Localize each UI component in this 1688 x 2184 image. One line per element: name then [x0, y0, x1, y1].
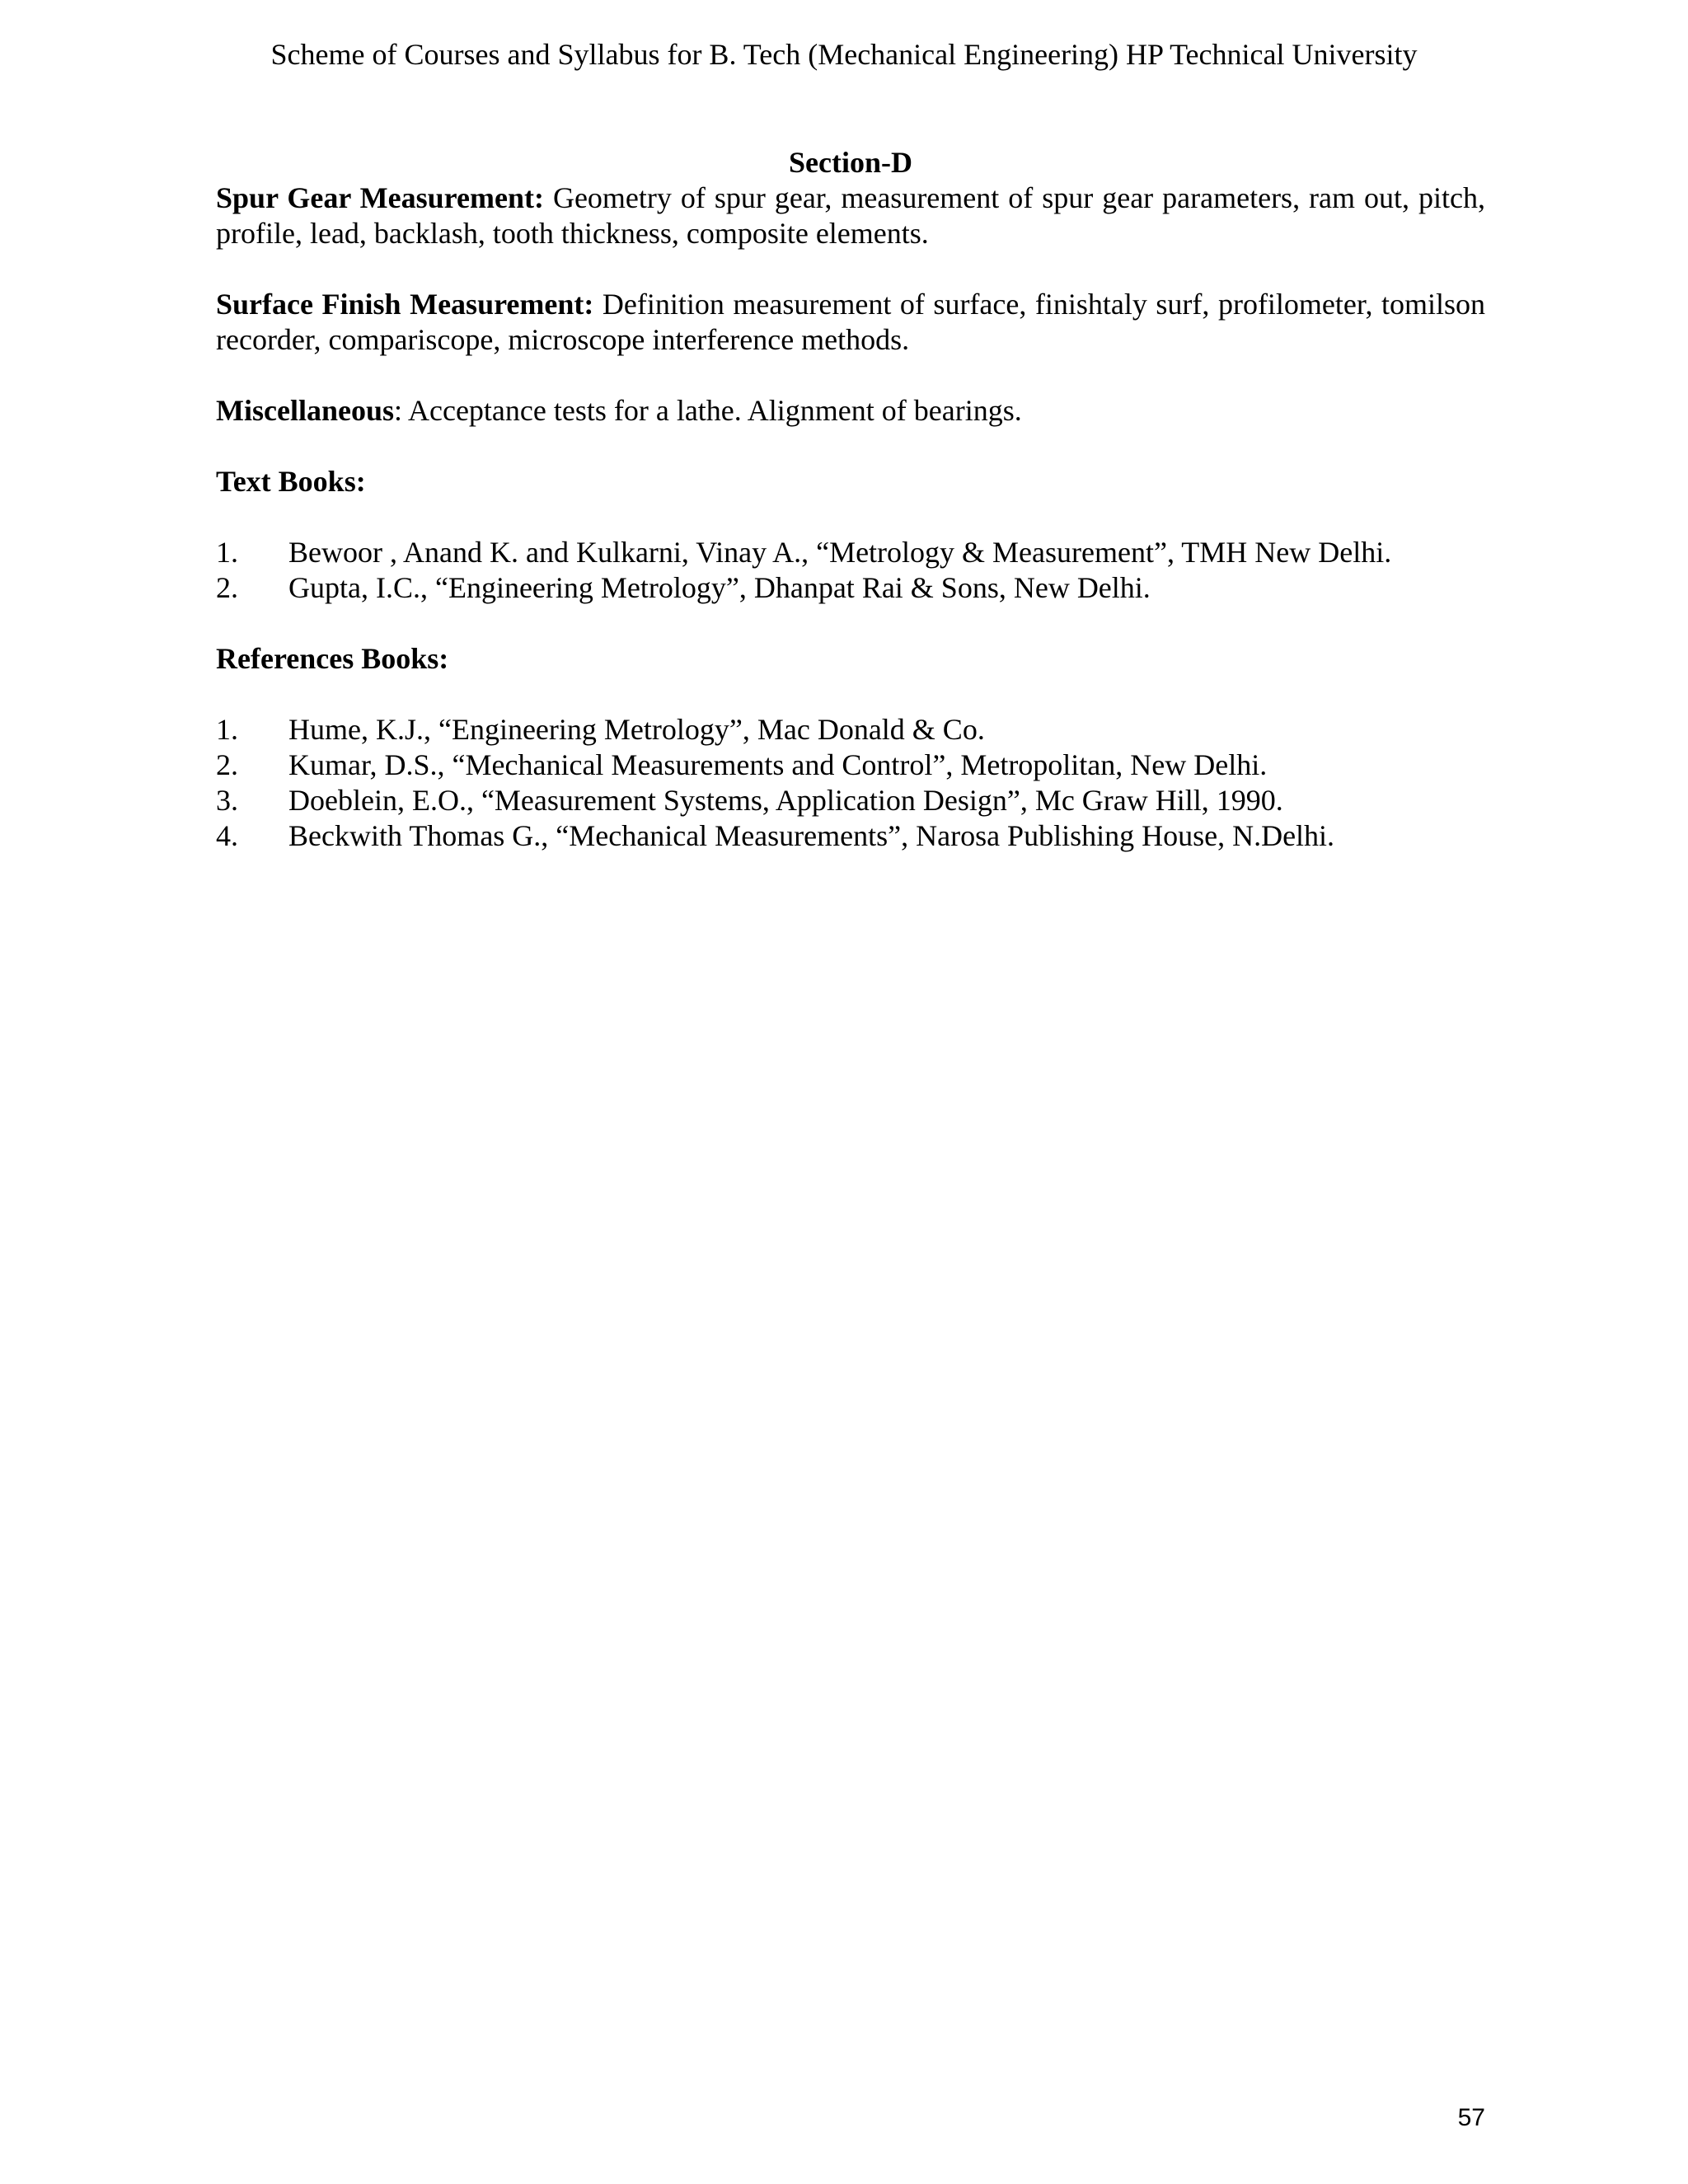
list-item-text: Bewoor , Anand K. and Kulkarni, Vinay A., “Metrology & Measurement”, TMH New Delhi. — [288, 536, 1392, 569]
list-item-text: Gupta, I.C., “Engineering Metrology”, Dhanpat Rai & Sons, New Delhi. — [288, 571, 1151, 604]
list-item-number: 1. — [216, 536, 238, 569]
list-item-text: Kumar, D.S., “Mechanical Measurements and Control”, Metropolitan, New Delhi. — [288, 748, 1268, 781]
miscellaneous-paragraph — [216, 393, 1485, 429]
section-title: Section-D — [789, 146, 912, 179]
page-number: 57 — [1457, 2104, 1485, 2131]
list-item-text: Hume, K.J., “Engineering Metrology”, Mac Donald & Co. — [288, 713, 985, 746]
miscellaneous-label: Miscellaneous — [216, 394, 394, 427]
spur-gear-paragraph — [216, 180, 1485, 251]
text-books-heading: Text Books: — [216, 465, 366, 498]
reference-books-list — [216, 712, 1485, 854]
list-item — [216, 570, 1485, 606]
reference-books-heading: References Books: — [216, 642, 449, 675]
miscellaneous-text: : Acceptance tests for a lathe. Alignment of bearings. — [393, 394, 1022, 427]
list-item-number: 3. — [216, 784, 238, 817]
list-item-number: 4. — [216, 819, 238, 852]
surface-finish-label: Surface Finish Measurement: — [216, 288, 594, 321]
list-item — [216, 818, 1485, 854]
list-item-number: 2. — [216, 748, 238, 781]
spur-gear-text: Geometry of spur gear, measurement of spur gear parameters, ram out, pitch, profile, lead, backlash, tooth thickness, composite elements. — [216, 181, 1485, 250]
list-item-number: 1. — [216, 713, 238, 746]
spur-gear-label: Spur Gear Measurement: — [216, 181, 544, 214]
list-item-number: 2. — [216, 571, 238, 604]
list-item — [216, 783, 1485, 818]
surface-finish-paragraph — [216, 287, 1485, 358]
list-item — [216, 535, 1485, 570]
list-item — [216, 712, 1485, 748]
running-header: Scheme of Courses and Syllabus for B. Tech (Mechanical Engineering) HP Technical University — [270, 38, 1418, 71]
page-content — [216, 145, 1485, 889]
surface-finish-text: Definition measurement of surface, finishtaly surf, profilometer, tomilson recorder, compariscope, microscope interference methods. — [216, 288, 1486, 356]
list-item-text: Beckwith Thomas G., “Mechanical Measurements”, Narosa Publishing House, N.Delhi. — [288, 819, 1335, 852]
list-item — [216, 748, 1485, 783]
text-books-list — [216, 535, 1485, 606]
list-item-text: Doeblein, E.O., “Measurement Systems, Application Design”, Mc Graw Hill, 1990. — [288, 784, 1283, 817]
